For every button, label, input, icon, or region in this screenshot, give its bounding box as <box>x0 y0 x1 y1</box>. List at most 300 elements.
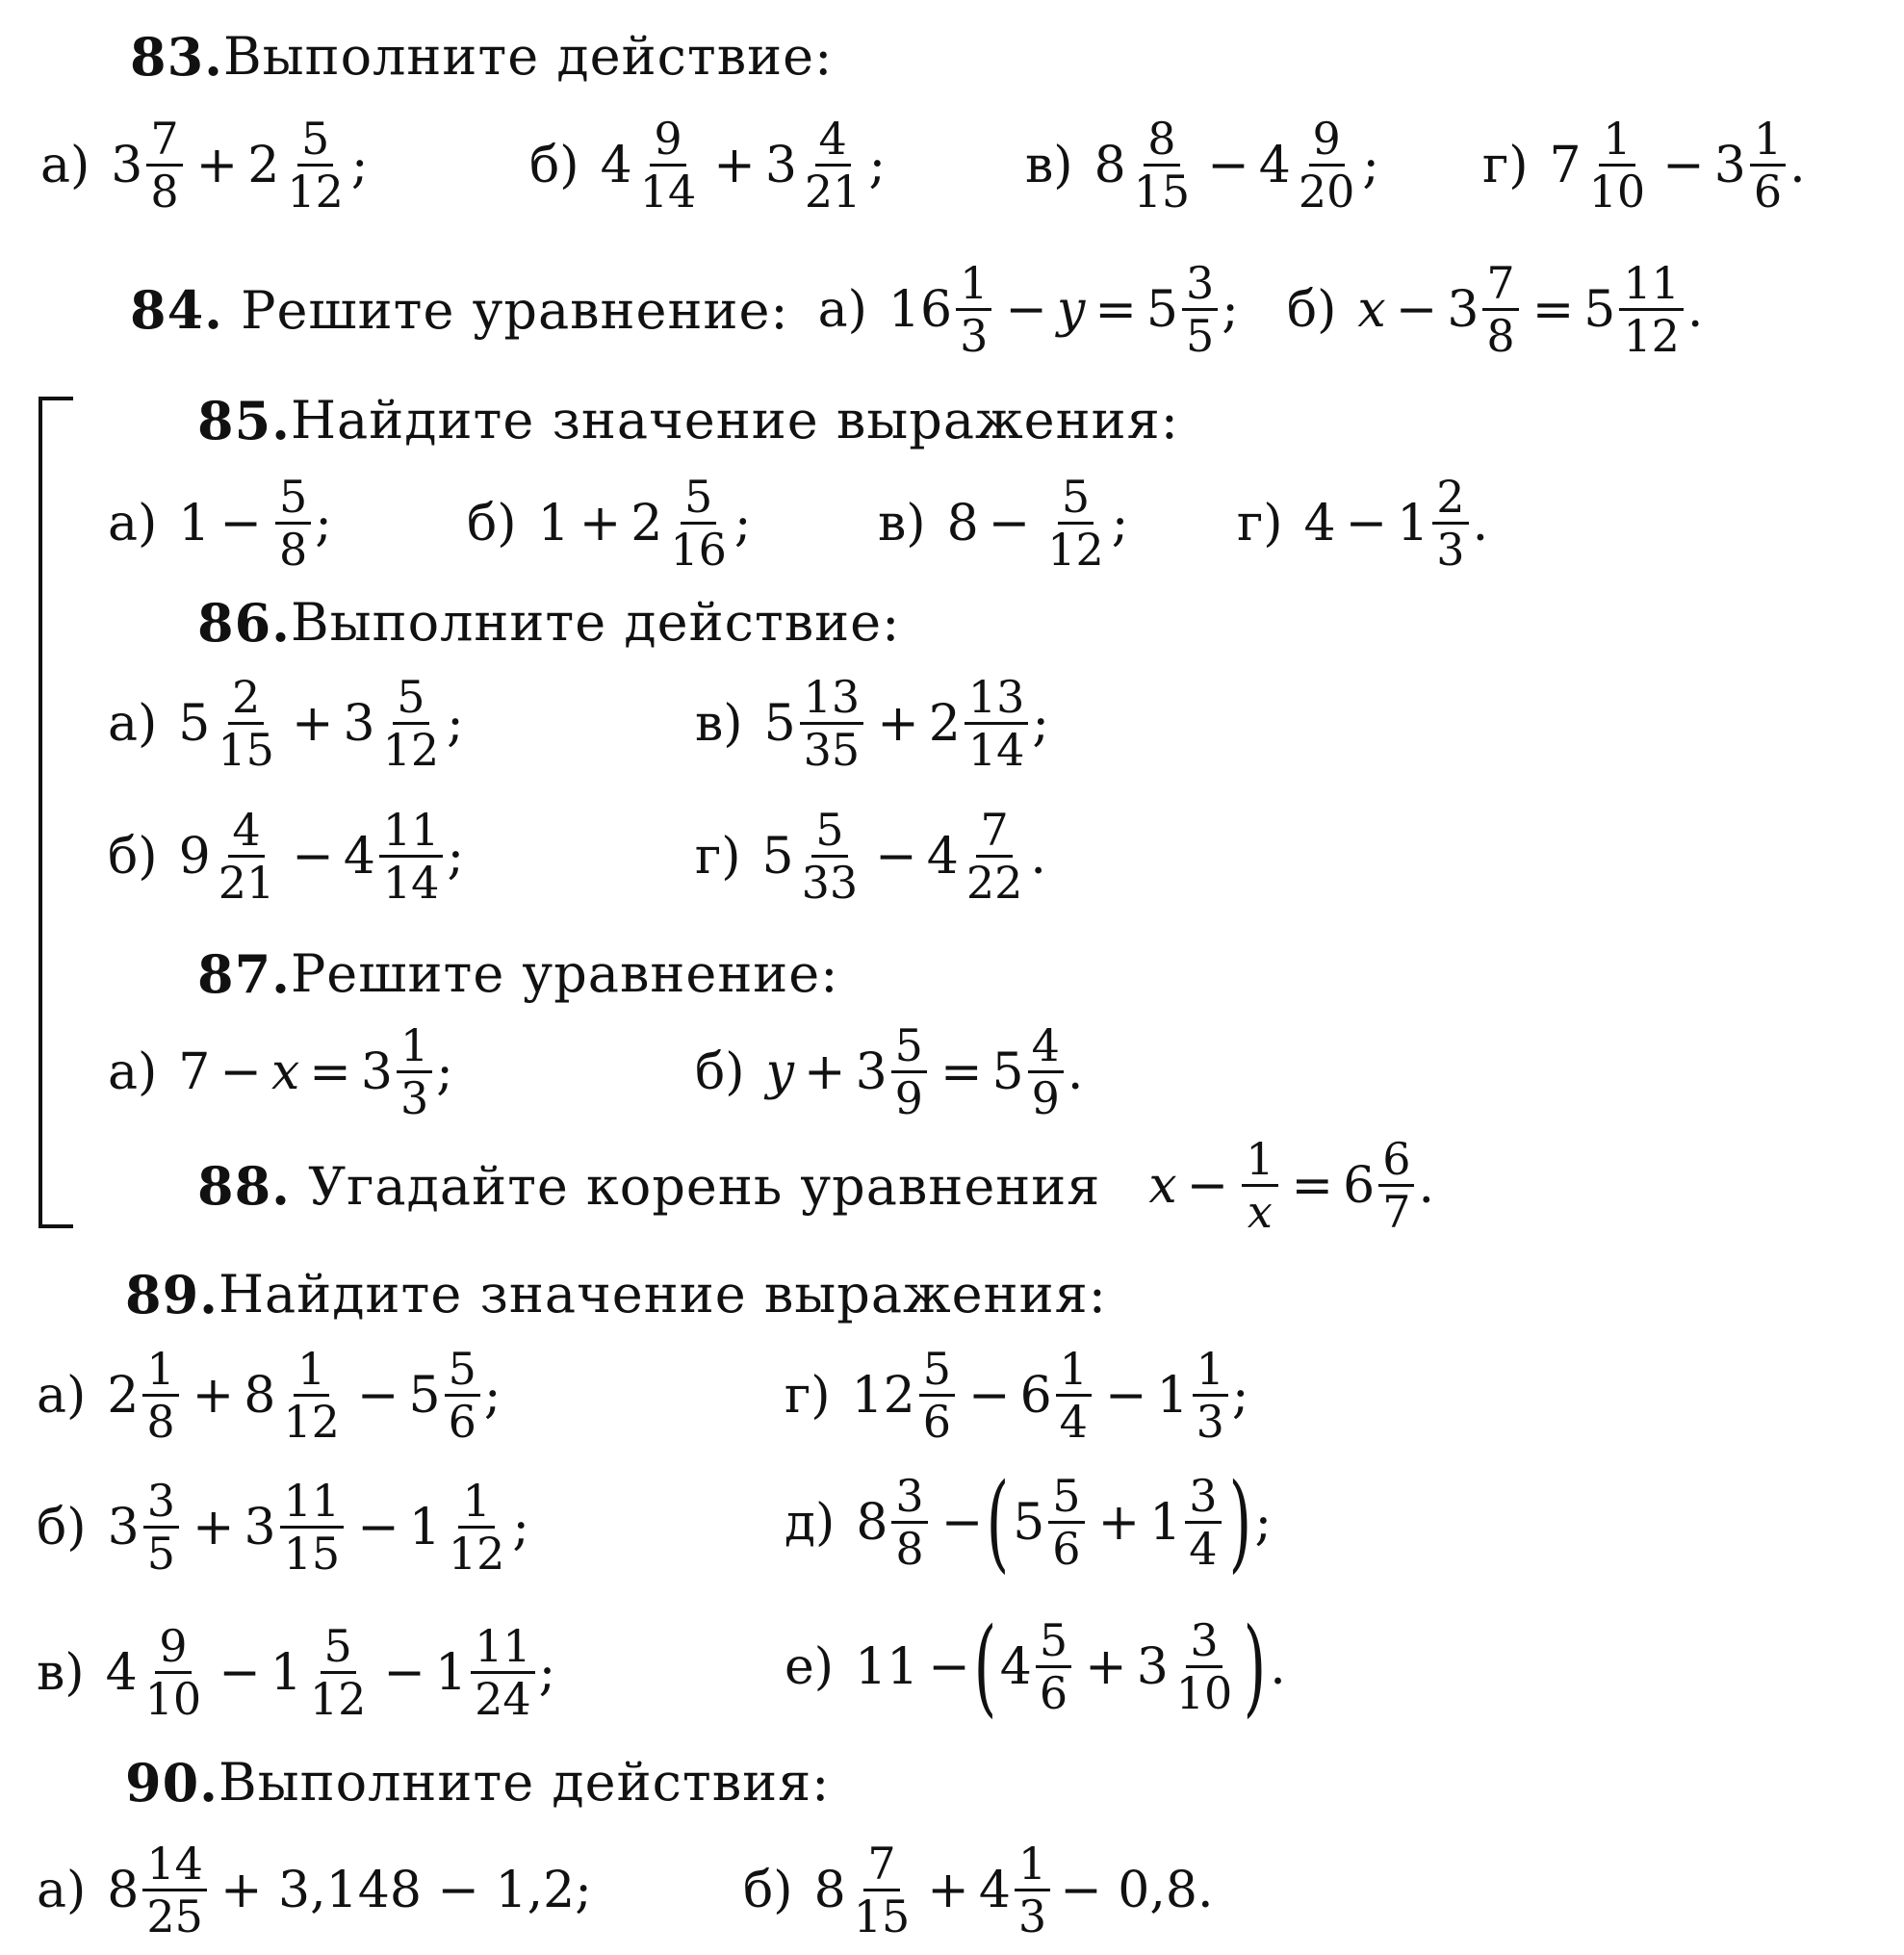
fraction <box>1130 113 1195 219</box>
numerator: 13 <box>965 674 1029 725</box>
denominator: 12 <box>448 1528 505 1581</box>
numerator: 6 <box>1378 1136 1414 1187</box>
operator: − <box>1207 136 1249 194</box>
problem-number: 83. <box>130 26 223 88</box>
denominator: 7 <box>1382 1186 1411 1239</box>
whole: 5 <box>1145 280 1179 339</box>
whole: 6 <box>1343 1156 1376 1215</box>
whole: 4 <box>105 1643 138 1702</box>
operator: + <box>877 694 919 753</box>
denominator: 12 <box>309 1673 367 1726</box>
whole: 2 <box>107 1366 140 1425</box>
operator: − <box>1186 1156 1229 1215</box>
fraction <box>379 671 444 777</box>
item-label: г) <box>785 1366 831 1425</box>
problem-88-heading <box>197 1155 1100 1217</box>
denominator: 15 <box>853 1891 911 1943</box>
denominator: 12 <box>1047 524 1104 577</box>
equals-sign: = <box>1531 280 1575 339</box>
item-label: в) <box>37 1643 85 1702</box>
problem-83-b <box>529 113 886 219</box>
whole: 3 <box>855 1042 888 1101</box>
fraction <box>1432 471 1468 577</box>
denominator: 8 <box>150 166 179 219</box>
fraction <box>142 1840 207 1941</box>
denominator: x <box>1247 1186 1273 1239</box>
item-label: б) <box>1286 280 1337 339</box>
whole: 3 <box>764 136 797 194</box>
numerator: 1 <box>1193 1346 1228 1397</box>
terminator: . <box>1270 1637 1286 1696</box>
problem-90-b <box>743 1840 1214 1941</box>
operator: − <box>988 494 1031 553</box>
whole: 3 <box>244 1498 276 1556</box>
fraction <box>1295 113 1359 219</box>
denominator: 3 <box>1017 1891 1047 1943</box>
item-label: г) <box>695 827 741 886</box>
terminator: . <box>1196 1861 1214 1919</box>
whole: 1 <box>1397 494 1429 553</box>
problem-86-heading <box>197 592 901 654</box>
operator: − <box>967 1366 1011 1425</box>
problem-83-v <box>1025 113 1379 219</box>
fraction <box>919 1343 955 1449</box>
whole: 8 <box>946 494 979 553</box>
item-label: в) <box>878 494 926 553</box>
operator: − <box>292 827 334 886</box>
terminator: ; <box>512 1498 529 1556</box>
problem-89-g <box>785 1343 1249 1449</box>
left-paren: ( <box>973 1605 997 1729</box>
variable: y <box>1056 280 1086 339</box>
whole: 6 <box>1019 1366 1052 1425</box>
operator: − <box>1104 1366 1147 1425</box>
terminator: . <box>1789 136 1806 194</box>
denominator: 6 <box>448 1396 476 1449</box>
terminator: ; <box>1222 280 1239 339</box>
numerator: 11 <box>379 807 444 858</box>
item-label: б) <box>695 1042 745 1101</box>
terminator: ; <box>436 1042 453 1101</box>
whole: 4 <box>1303 494 1336 553</box>
numerator: 4 <box>228 807 264 858</box>
operator: − <box>357 1498 399 1556</box>
problem-number: 84. <box>130 278 223 341</box>
problem-number: 88. <box>197 1154 291 1217</box>
denominator: 8 <box>278 524 308 577</box>
fraction <box>1056 1343 1092 1449</box>
whole: 5 <box>991 1042 1024 1101</box>
whole: 4 <box>600 136 632 194</box>
problem-number: 86. <box>197 592 291 654</box>
equals-sign: = <box>939 1042 983 1101</box>
problem-87-heading <box>197 943 839 1005</box>
fraction <box>636 113 701 219</box>
problem-86-b <box>108 804 464 910</box>
fraction <box>1242 1133 1277 1239</box>
problem-83-g <box>1482 113 1806 219</box>
terminator: . <box>1472 494 1489 553</box>
terminator: ; <box>733 494 752 553</box>
fraction <box>1182 257 1218 363</box>
fraction <box>397 1019 432 1125</box>
operator: − <box>940 1493 984 1552</box>
denominator: 6 <box>922 1396 951 1449</box>
numerator: 5 <box>1048 1473 1084 1524</box>
denominator: 3 <box>1436 524 1465 577</box>
fraction <box>801 113 865 219</box>
operator: + <box>192 1366 235 1425</box>
numerator: 14 <box>142 1840 207 1891</box>
numerator: 5 <box>445 1346 480 1397</box>
fraction <box>275 471 311 577</box>
whole: 3 <box>1136 1637 1169 1696</box>
item-label: б) <box>108 827 158 886</box>
fraction <box>1036 1614 1071 1720</box>
variable: x <box>1357 280 1386 339</box>
whole: 4 <box>978 1861 1011 1919</box>
operator: − <box>219 1643 261 1702</box>
whole: 8 <box>244 1366 276 1425</box>
denominator: 9 <box>1031 1072 1060 1125</box>
item-label: г) <box>1237 494 1283 553</box>
problem-84 <box>130 257 1704 363</box>
problem-text: Выполните действие: <box>222 26 834 87</box>
operator: − <box>1395 280 1438 339</box>
operator: + <box>579 494 622 553</box>
denominator: 6 <box>1753 166 1783 219</box>
numerator: 7 <box>146 116 182 167</box>
numerator: 11 <box>471 1623 535 1674</box>
whole: 8 <box>856 1493 888 1552</box>
item-label: а) <box>108 494 158 553</box>
whole: 1 <box>435 1643 468 1702</box>
operator: + <box>291 694 334 753</box>
terminator: ; <box>575 1861 592 1919</box>
problem-83-heading <box>130 26 834 88</box>
terminator: ; <box>483 1366 502 1425</box>
denominator: 12 <box>283 1396 340 1449</box>
numerator: 9 <box>155 1623 191 1674</box>
equals-sign: = <box>309 1042 351 1101</box>
denominator: 16 <box>670 524 727 577</box>
problem-text: Найдите значение выражения: <box>218 1264 1107 1325</box>
denominator: 20 <box>1298 166 1355 219</box>
operator: − <box>1662 136 1705 194</box>
problem-86-v <box>695 671 1049 777</box>
equals-sign: = <box>1291 1156 1334 1215</box>
whole: 1 <box>537 494 570 553</box>
numerator: 2 <box>228 674 264 725</box>
whole: 3 <box>1447 280 1479 339</box>
denominator: 14 <box>639 166 697 219</box>
whole: 5 <box>408 1366 441 1425</box>
problem-90-a <box>37 1840 592 1941</box>
whole: 5 <box>178 694 211 753</box>
problem-text: Решите уравнение: <box>290 943 839 1004</box>
numerator: 1 <box>142 1346 178 1397</box>
numerator: 9 <box>1309 116 1345 167</box>
terminator: ; <box>1111 494 1129 553</box>
item-label: а) <box>37 1861 87 1919</box>
problem-89-d <box>785 1460 1272 1584</box>
fraction <box>445 1475 509 1581</box>
fraction <box>1015 1840 1050 1941</box>
denominator: 15 <box>1133 166 1191 219</box>
denominator: 3 <box>960 310 989 363</box>
fraction <box>956 257 991 363</box>
fraction <box>798 804 862 910</box>
fraction <box>963 804 1027 910</box>
numerator: 5 <box>393 674 428 725</box>
numerator: 1 <box>294 1346 329 1397</box>
numerator: 4 <box>1028 1022 1064 1073</box>
problem-text: Найдите значение выражения: <box>290 390 1179 450</box>
item-label: а) <box>40 136 90 194</box>
numerator: 1 <box>1056 1346 1092 1397</box>
item-label: б) <box>37 1498 87 1556</box>
operator: − <box>219 494 262 553</box>
whole: 12 <box>851 1366 915 1425</box>
variable: x <box>270 1042 300 1101</box>
whole: 11 <box>855 1637 919 1696</box>
numerator: 5 <box>891 1022 927 1073</box>
numerator: 1 <box>1599 116 1634 167</box>
denominator: 8 <box>1486 310 1515 363</box>
numerator: 9 <box>650 116 685 167</box>
whole: 3 <box>111 136 143 194</box>
whole: 3 <box>1713 136 1746 194</box>
whole: 1 <box>178 494 211 553</box>
problem-86-g <box>695 804 1046 910</box>
denominator: 12 <box>1623 310 1680 363</box>
fraction <box>306 1620 371 1726</box>
fraction <box>379 804 444 910</box>
whole: 1 <box>1149 1493 1182 1552</box>
terminator: ; <box>1231 1366 1249 1425</box>
numerator: 2 <box>1432 474 1468 525</box>
denominator: 9 <box>894 1072 923 1125</box>
denominator: 21 <box>218 857 275 910</box>
terminator: ; <box>447 694 464 753</box>
fraction <box>1750 113 1786 219</box>
numerator: 1 <box>956 260 991 311</box>
numerator: 1 <box>458 1478 494 1529</box>
terminator: ; <box>1032 694 1049 753</box>
problem-85-heading <box>197 390 1179 451</box>
whole: 5 <box>1013 1493 1045 1552</box>
right-paren: ) <box>1243 1605 1267 1729</box>
right-paren: ) <box>1228 1460 1251 1584</box>
operator: + <box>927 1861 969 1919</box>
fraction <box>800 671 864 777</box>
denominator: 3 <box>399 1072 429 1125</box>
variable: y <box>765 1042 794 1101</box>
whole: 4 <box>999 1637 1032 1696</box>
whole: 5 <box>1583 280 1616 339</box>
item-label: а) <box>108 1042 158 1101</box>
denominator: 33 <box>801 857 859 910</box>
numerator: 11 <box>280 1478 345 1529</box>
variable: x <box>1148 1156 1177 1215</box>
item-label: а) <box>817 280 867 339</box>
numerator: 13 <box>800 674 864 725</box>
problem-85-a <box>108 471 332 577</box>
group-bracket <box>39 397 73 1228</box>
problem-85-g <box>1237 471 1489 577</box>
expression-rest: − 0,8 <box>1060 1861 1197 1919</box>
fraction <box>471 1620 535 1726</box>
denominator: 10 <box>1588 166 1646 219</box>
item-label: г) <box>1482 136 1529 194</box>
problem-number: 85. <box>197 390 291 451</box>
problem-number: 89. <box>125 1264 219 1325</box>
numerator: 3 <box>1182 260 1218 311</box>
fraction <box>1619 257 1684 363</box>
denominator: 6 <box>1052 1523 1081 1576</box>
terminator: ; <box>447 827 464 886</box>
problem-88 <box>197 1133 1435 1239</box>
item-label: е) <box>785 1637 835 1696</box>
numerator: 5 <box>297 116 333 167</box>
operator: + <box>192 1498 235 1556</box>
item-label: а) <box>37 1366 87 1425</box>
problem-text: Выполните действие: <box>290 592 901 653</box>
numerator: 5 <box>1058 474 1094 525</box>
problem-89-b <box>37 1475 529 1581</box>
operator: − <box>1345 494 1388 553</box>
fraction <box>143 1475 179 1581</box>
equals-sign: = <box>1094 280 1137 339</box>
operator: + <box>803 1042 846 1101</box>
numerator: 5 <box>681 474 716 525</box>
whole: 5 <box>761 827 794 886</box>
whole: 8 <box>107 1861 140 1919</box>
numerator: 8 <box>1144 116 1179 167</box>
terminator: ; <box>315 494 332 553</box>
denominator: 10 <box>144 1673 202 1726</box>
numerator: 3 <box>143 1478 179 1529</box>
fraction <box>215 804 279 910</box>
fraction <box>891 1470 927 1576</box>
problem-89-a <box>37 1343 502 1449</box>
fraction <box>1193 1343 1228 1449</box>
item-label: б) <box>529 136 579 194</box>
whole: 4 <box>343 827 375 886</box>
whole: 8 <box>1094 136 1126 194</box>
denominator: 5 <box>1186 310 1215 363</box>
denominator: 35 <box>803 724 861 777</box>
numerator: 5 <box>275 474 311 525</box>
denominator: 4 <box>1059 1396 1088 1449</box>
operator: − <box>875 827 917 886</box>
problem-87-a <box>108 1019 453 1125</box>
operator: − <box>928 1637 970 1696</box>
numerator: 5 <box>811 807 847 858</box>
fraction <box>965 671 1029 777</box>
operator: − <box>219 1042 262 1101</box>
denominator: 6 <box>1039 1667 1068 1720</box>
problem-number: 90. <box>125 1752 219 1814</box>
whole: 1 <box>270 1643 302 1702</box>
denominator: 10 <box>1175 1667 1233 1720</box>
fraction <box>891 1019 927 1125</box>
problem-89-e <box>785 1605 1286 1729</box>
terminator: ; <box>868 136 886 194</box>
fraction <box>279 1343 344 1449</box>
fraction <box>142 1343 178 1449</box>
problem-text: Угадайте корень уравнения <box>290 1155 1101 1217</box>
problem-83-a <box>40 113 369 219</box>
fraction <box>283 113 347 219</box>
whole: 16 <box>888 280 953 339</box>
denominator: 3 <box>1196 1396 1224 1449</box>
numerator: 1 <box>1750 116 1786 167</box>
whole: 7 <box>1549 136 1582 194</box>
whole: 2 <box>247 136 280 194</box>
item-label: д) <box>785 1493 836 1552</box>
whole: 2 <box>928 694 961 753</box>
numerator: 5 <box>919 1346 955 1397</box>
whole: 4 <box>926 827 959 886</box>
terminator: . <box>1418 1156 1435 1215</box>
terminator: . <box>1030 827 1046 886</box>
denominator: 21 <box>804 166 862 219</box>
denominator: 4 <box>1189 1523 1218 1576</box>
item-label: б) <box>743 1861 793 1919</box>
left-paren: ( <box>986 1460 1010 1584</box>
operator: + <box>713 136 756 194</box>
numerator: 3 <box>1186 1617 1222 1668</box>
problem-89-v <box>37 1620 556 1726</box>
fraction <box>1482 257 1518 363</box>
operator: − <box>383 1643 425 1702</box>
numerator: 3 <box>891 1473 927 1524</box>
numerator: 1 <box>397 1022 432 1073</box>
operator: − <box>356 1366 399 1425</box>
problem-90-heading <box>125 1752 831 1814</box>
problem-text: Решите уравнение: <box>222 279 789 341</box>
whole: 1 <box>1156 1366 1189 1425</box>
terminator: ; <box>350 136 369 194</box>
terminator: ; <box>1254 1493 1272 1552</box>
whole: 3 <box>360 1042 393 1101</box>
numerator: 7 <box>1482 260 1518 311</box>
denominator: 14 <box>382 857 440 910</box>
numerator: 5 <box>1036 1617 1071 1668</box>
fraction <box>280 1475 345 1581</box>
denominator: 15 <box>283 1528 341 1581</box>
denominator: 12 <box>287 166 344 219</box>
denominator: 8 <box>146 1396 175 1449</box>
whole: 3 <box>343 694 375 753</box>
whole: 5 <box>763 694 796 753</box>
whole: 4 <box>1258 136 1291 194</box>
terminator: . <box>1067 1042 1084 1101</box>
numerator: 1 <box>1015 1840 1050 1891</box>
denominator: 22 <box>965 857 1023 910</box>
whole: 2 <box>630 494 663 553</box>
problem-85-b <box>467 471 752 577</box>
item-label: а) <box>108 694 158 753</box>
problem-84-heading <box>130 279 789 341</box>
numerator: 11 <box>1619 260 1684 311</box>
fraction <box>1585 113 1650 219</box>
fraction <box>214 671 278 777</box>
terminator: . <box>1686 280 1704 339</box>
problem-87-b <box>695 1019 1084 1125</box>
denominator: 24 <box>475 1673 531 1726</box>
